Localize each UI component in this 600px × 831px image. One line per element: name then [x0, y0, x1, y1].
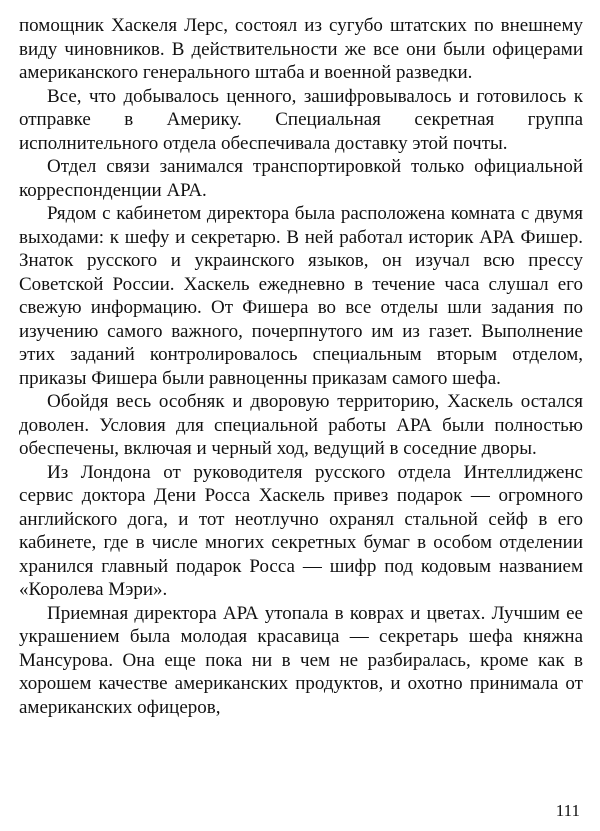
paragraph-7: Приемная директора АРА утопала в коврах и цветах. Лучшим ее украшением была молодая красавица — секретарь шефа княжна Мансурова. Она еще пока ни в чем не разбиралась, кроме как в хорошем качестве американских продуктов, и охотно принимала от американских офицеров,	[19, 602, 583, 718]
paragraph-3: Отдел связи занимался транспортировкой только официальной корреспонденции АРА.	[19, 156, 583, 201]
paragraph-2: Все, что добывалось ценного, зашифровывалось и готовилось к отправке в Америку. Специальная секретная группа исполнительного отдела обеспечивала доставку этой почты.	[19, 85, 583, 154]
paragraph-1: помощник Хаскеля Лерс, состоял из сугубо штатских по внешнему виду чиновников. В действительности же все они были офицерами американского генерального штаба и военной разведки.	[19, 15, 583, 83]
paragraph-5: Обойдя весь особняк и дворовую территорию, Хаскель остался доволен. Условия для специальной работы АРА были полностью обеспечены, включая и черный ход, ведущий в соседние дворы.	[19, 391, 583, 459]
page-number: 111	[555, 801, 580, 820]
paragraph-6: Из Лондона от руководителя русского отдела Интеллидженс сервис доктора Дени Росса Хаскель привез подарок — огромного английского дога, и тот неотлучно охранял стальной сейф в его кабинете, где в числе многих секретных бумаг в особом отделении хранился главный подарок Росса — шифр под кодовым названием «Королева Мэри».	[19, 461, 583, 600]
paragraph-4: Рядом с кабинетом директора была расположена комната с двумя выходами: к шефу и секретарю. В ней работал историк АРА Фишер. Знаток русского и украинского языков, он изучал всю прессу Советской России. Хаскель ежедневно в течение часа слушал его свежую информацию. От Фишера во все отделы шли задания по изучению самого важного, почерпнутого им из газет. Выполнение этих заданий контролировалось специальным вторым отделом, приказы Фишера были равноценны приказам самого шефа.	[19, 203, 583, 389]
page-body	[19, 14, 583, 719]
